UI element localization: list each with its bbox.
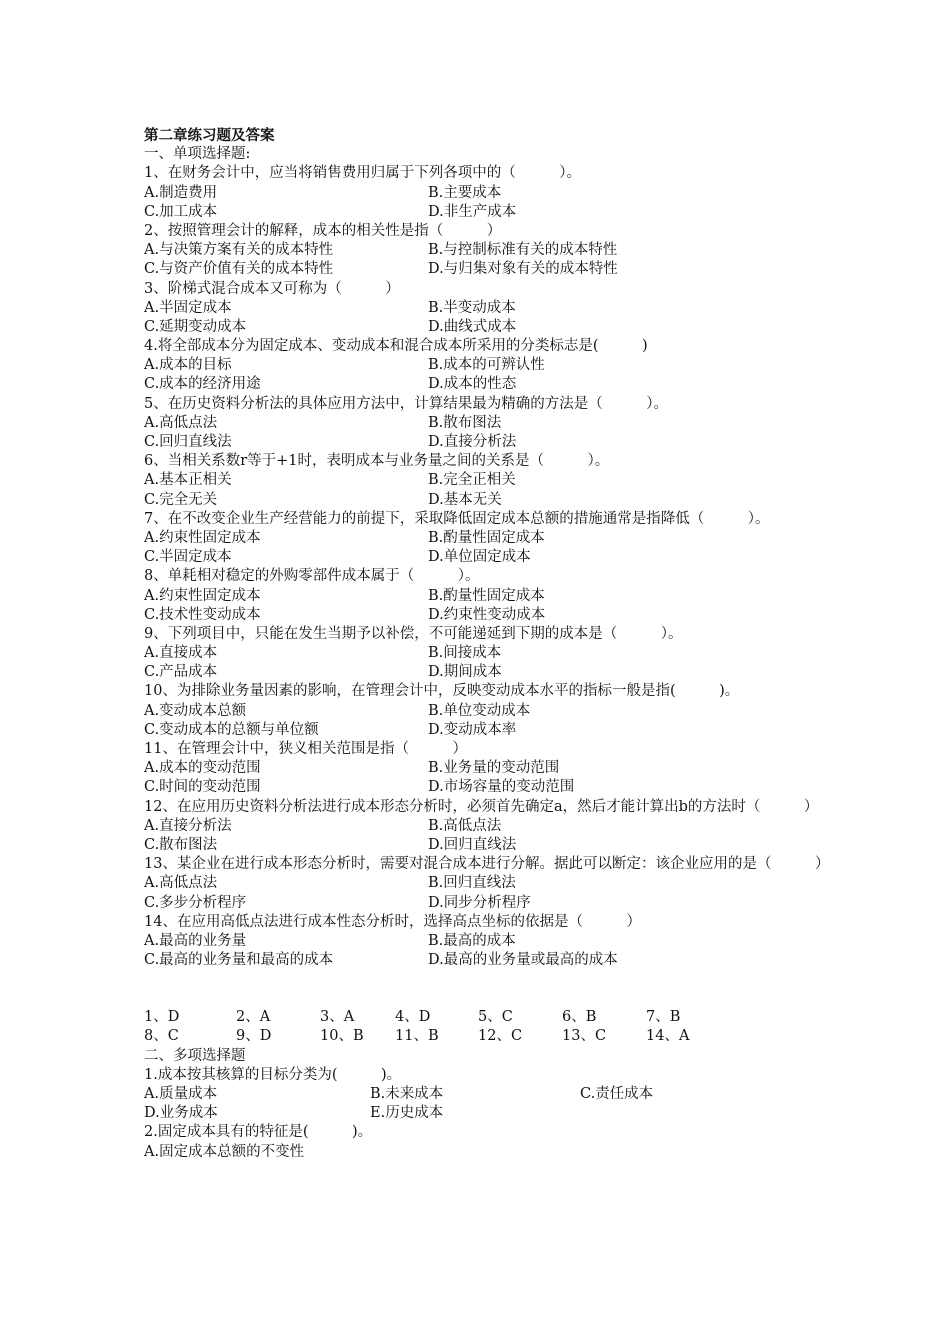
option-row xyxy=(144,1085,824,1104)
answer-item: 4、D xyxy=(395,1009,431,1026)
option: C.延期变动成本 xyxy=(144,318,247,335)
option-row xyxy=(144,184,824,203)
option: C.与资产价值有关的成本特性 xyxy=(144,261,334,278)
option-row xyxy=(144,817,824,836)
option: A.直接成本 xyxy=(144,645,218,662)
option-row xyxy=(144,702,824,721)
option: C.变动成本的总额与单位额 xyxy=(144,721,319,738)
question-text: 10、为排除业务量因素的影响，在管理会计中，反映变动成本水平的指标一般是指( )。 xyxy=(144,683,740,700)
option-row xyxy=(144,529,824,548)
option: C.成本的经济用途 xyxy=(144,376,261,393)
question-text: 11、在管理会计中，狭义相关范围是指（ ） xyxy=(144,741,467,758)
answer-item: 13、C xyxy=(562,1028,607,1045)
option: A.半固定成本 xyxy=(144,299,232,316)
option: A.质量成本 xyxy=(144,1086,218,1103)
option-row xyxy=(144,1104,824,1123)
option: C.完全无关 xyxy=(144,491,218,508)
option: D.最高的业务量或最高的成本 xyxy=(428,952,618,969)
option-row xyxy=(144,932,824,951)
section-heading-single-choice: 一、单项选择题: xyxy=(144,146,251,163)
answer-item: 3、A xyxy=(320,1009,355,1026)
question-text: 5、在历史资料分析法的具体应用方法中，计算结果最为精确的方法是（ ）。 xyxy=(144,395,668,412)
option: B.与控制标准有关的成本特性 xyxy=(428,242,618,259)
spacer xyxy=(144,970,824,1008)
question-text: 8、单耗相对稳定的外购零部件成本属于（ ）。 xyxy=(144,568,480,585)
answer-row xyxy=(144,1008,824,1027)
option: B.最高的成本 xyxy=(428,932,516,949)
answer-item: 8、C xyxy=(144,1028,179,1045)
page-title: 第二章练习题及答案 xyxy=(144,127,275,144)
option-row xyxy=(144,587,824,606)
question-text: 2.固定成本具有的特征是( )。 xyxy=(144,1124,373,1141)
answer-item: 1、D xyxy=(144,1009,180,1026)
option: D.曲线式成本 xyxy=(428,318,517,335)
option: D.回归直线法 xyxy=(428,836,517,853)
option: C.加工成本 xyxy=(144,203,218,220)
option: B.未来成本 xyxy=(370,1086,444,1103)
answer-row xyxy=(144,1027,824,1046)
option-row xyxy=(144,721,824,740)
section-heading-multi-choice: 二、多项选择题 xyxy=(144,1047,246,1064)
question-text: 12、在应用历史资料分析法进行成本形态分析时，必须首先确定a，然后才能计算出b的方法时（ ） xyxy=(144,798,819,815)
question-list xyxy=(144,164,830,970)
option-row xyxy=(144,548,824,567)
option: A.制造费用 xyxy=(144,184,218,201)
option: A.最高的业务量 xyxy=(144,932,247,949)
option: C.最高的业务量和最高的成本 xyxy=(144,952,334,969)
option: D.单位固定成本 xyxy=(428,549,531,566)
option: D.与归集对象有关的成本特性 xyxy=(428,261,618,278)
option: D.变动成本率 xyxy=(428,721,517,738)
option-row xyxy=(144,491,824,510)
option-row xyxy=(144,894,824,913)
option: B.成本的可辨认性 xyxy=(428,357,545,374)
option: A.与决策方案有关的成本特性 xyxy=(144,242,334,259)
option: B.半变动成本 xyxy=(428,299,516,316)
option: A.基本正相关 xyxy=(144,472,232,489)
option-row xyxy=(144,375,824,394)
option: B.散布图法 xyxy=(428,414,502,431)
answer-item: 5、C xyxy=(478,1009,513,1026)
option-row xyxy=(144,414,824,433)
option: B.回归直线法 xyxy=(428,875,516,892)
option: C.回归直线法 xyxy=(144,434,232,450)
option: A.固定成本总额的不变性 xyxy=(144,1143,305,1160)
option: C.责任成本 xyxy=(580,1086,654,1103)
answer-item: 9、D xyxy=(236,1028,272,1045)
option: E.历史成本 xyxy=(370,1105,444,1122)
option-row xyxy=(144,663,824,682)
option-row xyxy=(144,836,824,855)
option: D.基本无关 xyxy=(428,491,502,508)
option-row xyxy=(144,203,824,222)
option-row xyxy=(144,471,824,490)
answer-item: 11、B xyxy=(395,1028,439,1045)
answer-item: 2、A xyxy=(236,1009,271,1026)
option: D.非生产成本 xyxy=(428,203,517,220)
option: A.约束性固定成本 xyxy=(144,529,261,546)
answer-item: 10、B xyxy=(320,1028,364,1045)
option: D.同步分析程序 xyxy=(428,894,531,911)
option-row xyxy=(144,318,824,337)
document-body xyxy=(144,126,830,1162)
option: D.成本的性态 xyxy=(428,376,517,393)
option: A.高低点法 xyxy=(144,875,218,892)
option: B.间接成本 xyxy=(428,645,502,662)
option: D.约束性变动成本 xyxy=(428,606,546,623)
answer-item: 7、B xyxy=(646,1009,681,1026)
option: A.成本的变动范围 xyxy=(144,760,261,777)
option-row xyxy=(144,606,824,625)
option: B.业务量的变动范围 xyxy=(428,760,560,777)
option: A.变动成本总额 xyxy=(144,702,247,719)
option: A.约束性固定成本 xyxy=(144,587,261,604)
option-row xyxy=(144,356,824,375)
option: C.时间的变动范围 xyxy=(144,779,261,796)
option: A.成本的目标 xyxy=(144,357,232,374)
option-row xyxy=(144,644,824,663)
question-text: 4.将全部成本分为固定成本、变动成本和混合成本所采用的分类标志是( ) xyxy=(144,338,648,355)
option: B.主要成本 xyxy=(428,184,502,201)
question-text: 14、在应用高低点法进行成本性态分析时，选择高点坐标的依据是（ ） xyxy=(144,913,641,930)
question-text: 9、下列项目中，只能在发生当期予以补偿，不可能递延到下期的成本是（ ）。 xyxy=(144,625,683,642)
option: C.半固定成本 xyxy=(144,549,232,566)
question-text: 1、在财务会计中，应当将销售费用归属于下列各项中的（ ）。 xyxy=(144,165,581,182)
question-text: 3、阶梯式混合成本又可称为（ ） xyxy=(144,280,400,297)
option-row xyxy=(144,951,824,970)
option: C.产品成本 xyxy=(144,664,218,681)
option: B.酌量性固定成本 xyxy=(428,529,545,546)
option: B.高低点法 xyxy=(428,817,502,834)
option-row xyxy=(144,433,824,452)
question-text: 6、当相关系数r等于+1时，表明成本与业务量之间的关系是（ ）。 xyxy=(144,453,610,470)
answer-item: 6、B xyxy=(562,1009,597,1026)
option: C.技术性变动成本 xyxy=(144,606,261,623)
option-row xyxy=(144,260,824,279)
option-row xyxy=(144,241,824,260)
option: D.直接分析法 xyxy=(428,434,517,450)
question-text: 7、在不改变企业生产经营能力的前提下，采取降低固定成本总额的措施通常是指降低（ ）。 xyxy=(144,510,770,527)
question-text: 1.成本按其核算的目标分类为( )。 xyxy=(144,1066,402,1083)
option-row xyxy=(144,759,824,778)
option: A.高低点法 xyxy=(144,414,218,431)
question-text: 13、某企业在进行成本形态分析时，需要对混合成本进行分解。据此可以断定：该企业应用的是（ ） xyxy=(144,856,830,873)
option-row xyxy=(144,874,824,893)
option: A.直接分析法 xyxy=(144,817,232,834)
option: D.业务成本 xyxy=(144,1105,218,1122)
option: D.市场容量的变动范围 xyxy=(428,779,575,796)
option: B.完全正相关 xyxy=(428,472,516,489)
option: C.多步分析程序 xyxy=(144,894,247,911)
option: B.单位变动成本 xyxy=(428,702,531,719)
question-text: 2、按照管理会计的解释，成本的相关性是指（ ） xyxy=(144,222,502,239)
answer-item: 14、A xyxy=(646,1028,690,1045)
option: D.期间成本 xyxy=(428,664,502,681)
option: C.散布图法 xyxy=(144,836,218,853)
option-row xyxy=(144,778,824,797)
option-row xyxy=(144,299,824,318)
option: B.酌量性固定成本 xyxy=(428,587,545,604)
answer-item: 12、C xyxy=(478,1028,523,1045)
